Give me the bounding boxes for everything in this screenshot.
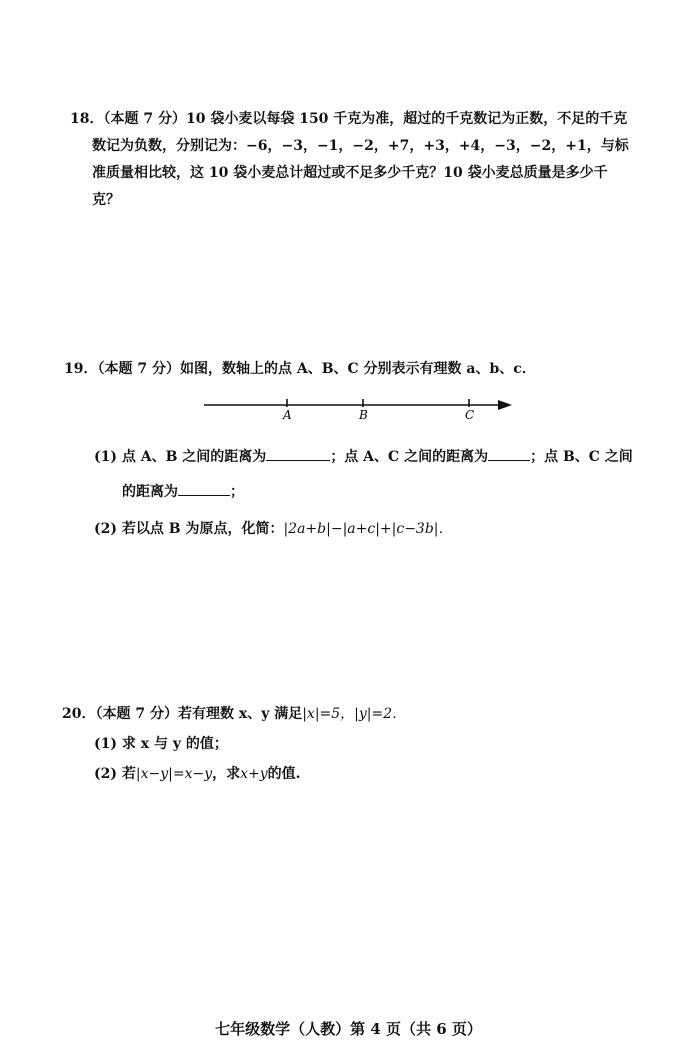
q18-line-4: 克？	[92, 192, 120, 208]
number-line-arrow	[498, 400, 512, 410]
q19-p1-text-b: ；点 A、C 之间的距离为	[330, 449, 489, 465]
q19-stem: 19．（本题 7 分）如图，数轴上的点 A、B、C 分别表示有理数 a、b、c．	[64, 361, 536, 377]
answer-blank-bc[interactable]	[178, 483, 230, 496]
point-label-c: C	[465, 408, 475, 422]
q20-stem-expression: |x|=5，|y|=2．	[302, 706, 407, 722]
q19-p2-expression: |2a+b|−|a+c|+|c−3b|．	[283, 521, 453, 537]
q19-part-1	[94, 446, 633, 466]
q20-stem-text: 20．（本题 7 分）若有理数 x、y 满足	[62, 706, 303, 722]
q19-p1-text-e: ；	[230, 484, 244, 500]
answer-blank-ab[interactable]	[266, 448, 330, 461]
q20-p2-mid: ，求	[212, 766, 241, 782]
q19-part-1-cont	[122, 481, 244, 501]
q20-p2-expression-2: x+y	[240, 766, 268, 782]
answer-blank-ac[interactable]	[488, 448, 530, 461]
q20-p2-text: (2) 若	[94, 766, 136, 782]
q20-p2-expression-1: |x−y|=x−y	[135, 766, 213, 782]
q20-p2-end: 的值.	[267, 766, 301, 782]
number-line	[200, 394, 520, 424]
page-footer: 七年级数学（人教）第 4 页（共 6 页）	[215, 1020, 482, 1038]
q20-part-1: (1) 求 x 与 y 的值；	[94, 736, 228, 752]
q18-line-1: 18．（本题 7 分）10 袋小麦以每袋 150 千克为准，超过的千克数记为正数，不足的千克	[70, 111, 628, 127]
q19-p1-text-c: ；点 B、C 之间	[530, 449, 633, 465]
point-label-a: A	[283, 408, 292, 422]
q19-part-2	[94, 518, 453, 538]
q19-p1-text-a: (1) 点 A、B 之间的距离为	[94, 449, 267, 465]
q20-stem	[62, 703, 406, 723]
q18-line-2: 数记为负数，分别记为：−6，−3，−1，−2，+7，+3，+4，−3，−2，+1，与标	[92, 138, 629, 154]
q19-p1-text-d: 的距离为	[122, 484, 178, 500]
point-label-b: B	[359, 408, 368, 422]
q19-p2-text: (2) 若以点 B 为原点，化简：	[94, 521, 284, 537]
q18-line-3: 准质量相比较，这 10 袋小麦总计超过或不足多少千克？10 袋小麦总质量是多少千	[92, 165, 608, 181]
q20-part-2	[94, 763, 301, 783]
